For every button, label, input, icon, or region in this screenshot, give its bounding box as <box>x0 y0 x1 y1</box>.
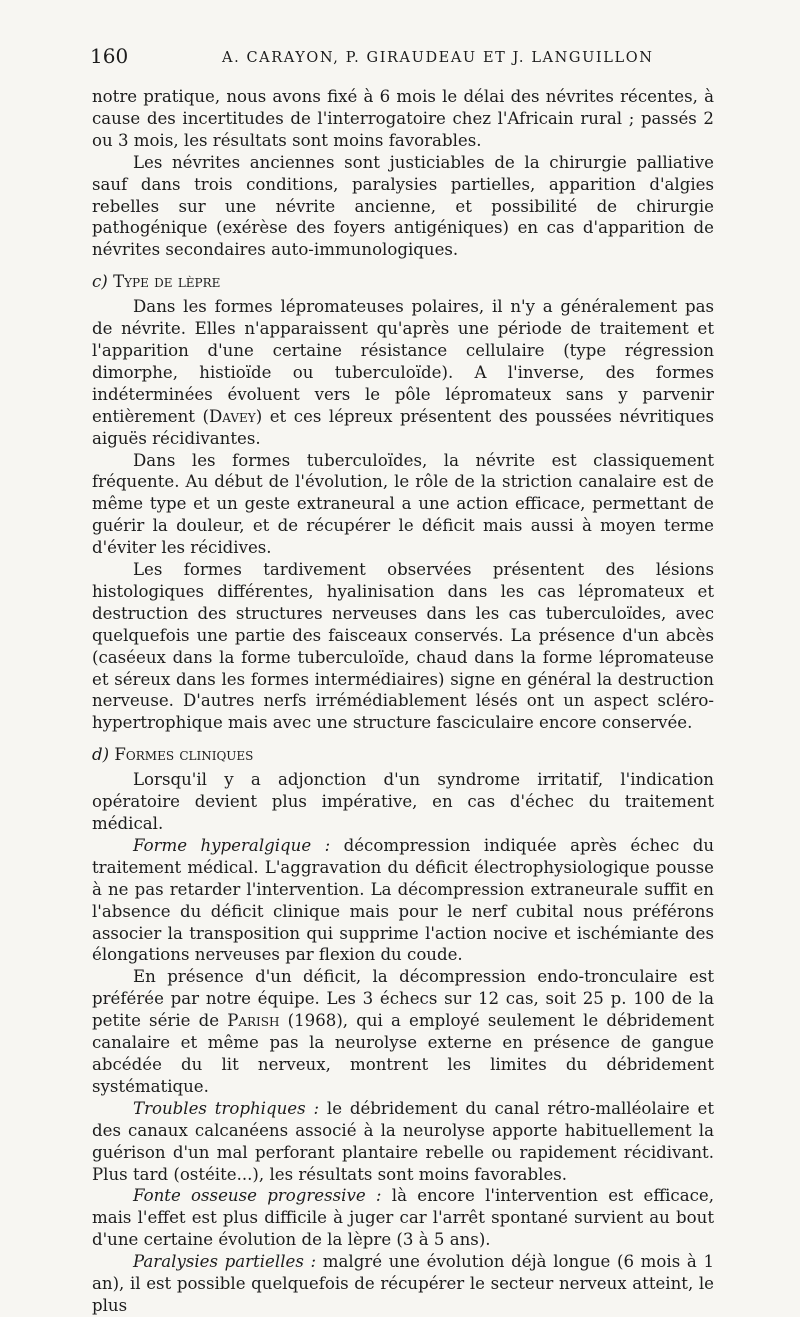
text-run: décompression indiquée après échec du traitement médical. L'aggravation du déficit électrophysiologique pousse à ne pas retarder l'intervention. La décompression extraneurale suffit en l'absence du déficit clinique mais pour le nerf cubital nous préférons associer la transposition qui supprime l'action nocive et ischémiante des élongations nerveuses par flexion du coude. <box>92 835 715 965</box>
paragraph <box>92 966 714 1097</box>
author-name: Parish <box>227 1011 280 1031</box>
paragraph: Lorsqu'il y a adjonction d'un syndrome irritatif, l'indication opératoire devient plus impérative, en cas d'échec du traitement médical. <box>92 770 714 833</box>
section-title: Formes cliniques <box>114 745 254 765</box>
body-text <box>92 86 714 1317</box>
term: Paralysies partielles : <box>133 1252 317 1272</box>
author-name: Davey <box>208 406 256 426</box>
paragraph: Dans les formes tuberculoïdes, la névrite est classiquement fréquente. Au début de l'évolution, le rôle de la striction canalaire est de même type et un geste extraneural a une action efficace, permettant de guérir la douleur, et de récupérer le déficit mais aussi à moyen terme d'éviter les récidives. <box>92 450 714 558</box>
text-run: malgré une évolution déjà longue (6 mois à 1 an), il est possible quelquefois de récupérer le secteur nerveux atteint, le plus <box>92 1252 715 1315</box>
term: Fonte osseuse progressive : <box>133 1186 382 1206</box>
term: Forme hyperalgique : <box>133 835 331 855</box>
paragraph: notre pratique, nous avons fixé à 6 mois le délai des névrites récentes, à cause des incertitudes de l'interrogatoire chez l'Africain rural ; passés 2 ou 3 mois, les résultats sont moins favorables. <box>92 87 714 150</box>
text-run: là encore l'intervention est efficace, mais l'effet est plus difficile à juger car l'arrêt spontané survient au bout d'une certaine évolution de la lèpre (3 à 5 ans). <box>92 1186 714 1250</box>
paragraph <box>92 296 714 449</box>
text-run: le débridement du canal rétro-malléolaire et des canaux calcanéens associé à la neurolyse apporte habituellement la guérison d'un mal perforant plantaire rebelle ou rapidement récidivant. Plus tard (ostéite...), les résultats sont moins favorables. <box>92 1098 714 1184</box>
page-header <box>90 44 715 76</box>
section-letter: c) <box>92 272 108 292</box>
section-heading-d <box>92 744 714 766</box>
paragraph <box>92 1185 714 1251</box>
paragraph: Les névrites anciennes sont justiciables de la chirurgie palliative sauf dans trois conditions, paralysies partielles, apparition d'algies rebelles sur une névrite ancienne, et possibilité de chirurgie pathogénique (exérèse des foyers antigéniques) en cas d'apparition de névrites secondaires auto-immunologiques. <box>92 152 714 260</box>
paragraph <box>92 1251 714 1317</box>
running-head: A. CARAYON, P. GIRAUDEAU ET J. LANGUILLON <box>222 50 654 66</box>
page-number: 160 <box>90 44 129 68</box>
section-title: Type de lèpre <box>113 272 221 292</box>
paragraph <box>92 835 714 966</box>
text-run: En présence d'un déficit, la décompression endo-tronculaire est préférée par notre équipe. Les 3 échecs sur 12 cas, soit 25 p. 100 de la petite série de <box>92 967 714 1031</box>
section-heading-c <box>92 271 714 293</box>
term: Troubles trophiques : <box>133 1098 320 1118</box>
text-run: Dans les formes lépromateuses polaires, il n'y a généralement pas de névrite. Elles n'apparaissent qu'après une période de traitement et l'apparition d'une certaine résistance cellulaire (type régression dimorphe, histioïde ou tuberculoïde). A l'inverse, des formes indéterminées évoluent vers le pôle lépromateux sans y parvenir entièrement ( <box>92 297 714 426</box>
paragraph: Les formes tardivement observées présentent des lésions histologiques différentes, hyalinisation dans les cas lépromateux et destruction des structures nerveuses dans les cas tuberculoïdes, avec quelquefois une partie des faisceaux conservés. La présence d'un abcès (caséeux dans la forme tuberculoïde, chaud dans la forme lépromateuse et séreux dans les formes intermédiaires) signe en général la destruction nerveuse. D'autres nerfs irrémédiablement lésés ont un aspect scléro-hypertrophique mais avec une structure fasciculaire encore conservée. <box>92 560 714 733</box>
section-letter: d) <box>92 745 110 765</box>
paragraph <box>92 1098 714 1186</box>
text-run: ) et ces lépreux présentent des poussées névritiques aiguës récidivantes. <box>92 406 714 448</box>
text-run: (1968), qui a employé seulement le débridement canalaire et même pas la neurolyse externe en présence de gangue abcédée du lit nerveux, montrent les limites du débridement systématique. <box>92 1011 714 1096</box>
